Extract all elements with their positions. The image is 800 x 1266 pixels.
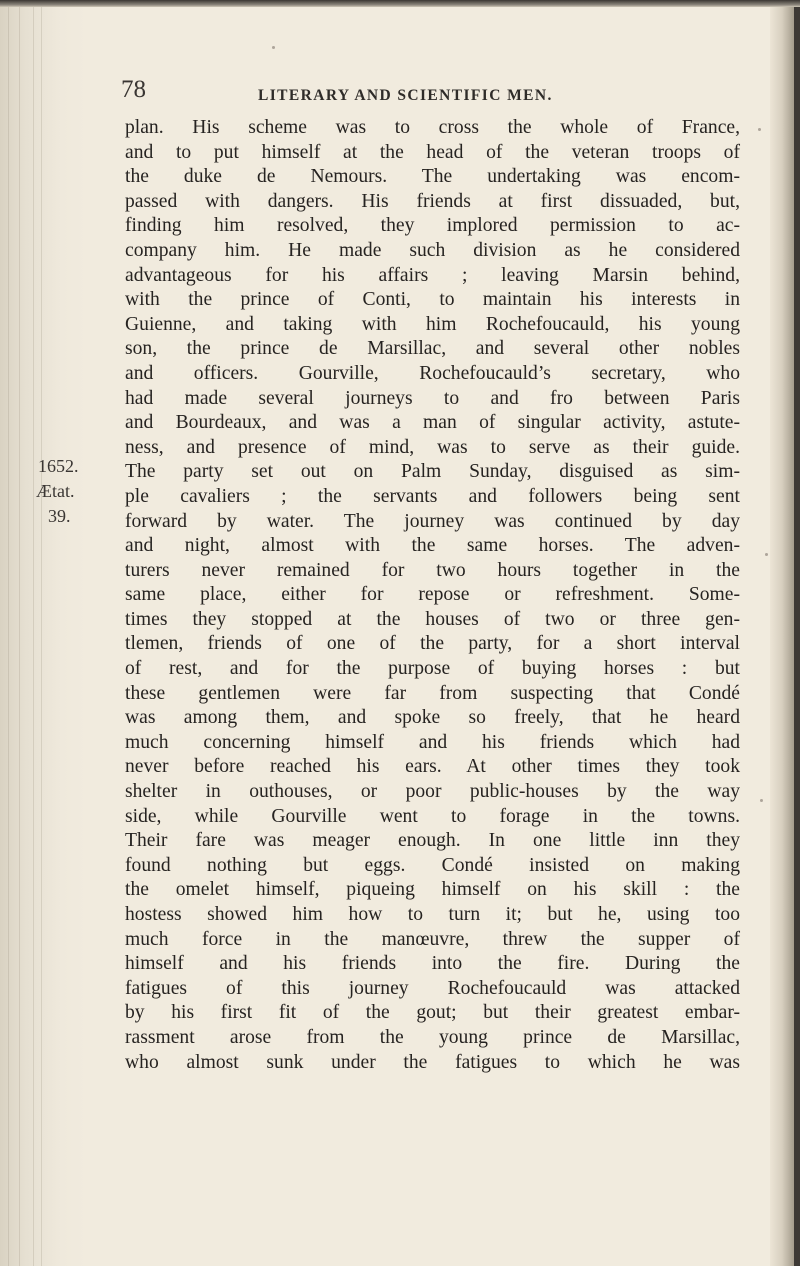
paper-speck <box>758 128 761 131</box>
text-line: and Bourdeaux, and was a man of singular activity, astute- <box>125 412 740 434</box>
gutter-line <box>41 0 42 1266</box>
text-line: by his first fit of the gout; but their greatest embar- <box>125 1002 740 1024</box>
text-line: fatigues of this journey Rochefoucauld was attacked <box>125 977 740 999</box>
text-line: forward by water. The journey was continued by day <box>125 510 740 532</box>
margin-note-aetat: Ætat. <box>36 481 75 501</box>
text-line: company him. He made such division as he considered <box>125 239 740 261</box>
text-line: who almost sunk under the fatigues to which he was <box>125 1051 740 1073</box>
gutter-line <box>19 0 20 1266</box>
text-line: and to put himself at the head of the veteran troops of <box>125 141 740 163</box>
text-line: passed with dangers. His friends at first dissuaded, but, <box>125 190 740 212</box>
text-line: never before reached his ears. At other times they took <box>125 756 740 778</box>
page-top-edge <box>0 0 800 7</box>
text-line: of rest, and for the purpose of buying horses : but <box>125 658 740 680</box>
margin-note-age: 39. <box>48 506 71 526</box>
text-line: The party set out on Palm Sunday, disguised as sim- <box>125 461 740 483</box>
text-line: advantageous for his affairs ; leaving Marsin behind, <box>125 264 740 286</box>
text-line: these gentlemen were far from suspecting that Condé <box>125 682 740 704</box>
running-head: LITERARY AND SCIENTIFIC MEN. <box>258 87 553 104</box>
text-line: Guienne, and taking with him Rochefoucauld, his young <box>125 313 740 335</box>
text-line: found nothing but eggs. Condé insisted on making <box>125 854 740 876</box>
text-line: hostess showed him how to turn it; but he, using too <box>125 904 740 925</box>
text-line: same place, either for repose or refreshment. Some- <box>125 584 740 606</box>
text-line: son, the prince de Marsillac, and several other nobles <box>125 338 740 360</box>
text-line: with the prince of Conti, to maintain his interests in <box>125 289 740 311</box>
text-line: and officers. Gourville, Rochefoucauld’s secretary, who <box>125 362 740 384</box>
gutter-line <box>8 0 9 1266</box>
text-line: rassment arose from the young prince de Marsillac, <box>125 1026 740 1048</box>
binding-gutter <box>0 0 88 1266</box>
text-line: was among them, and spoke so freely, that he heard <box>125 707 740 729</box>
text-line: times they stopped at the houses of two or three gen- <box>125 608 740 630</box>
text-line: tlemen, friends of one of the party, for a short interval <box>125 633 740 655</box>
text-line: ple cavaliers ; the servants and followers being sent <box>125 485 740 507</box>
text-line: side, while Gourville went to forage in the towns. <box>125 805 740 827</box>
text-line: had made several journeys to and fro between Paris <box>125 387 740 409</box>
text-line: shelter in outhouses, or poor public-houses by the way <box>125 781 740 803</box>
text-line: the duke de Nemours. The undertaking was encom- <box>125 166 740 188</box>
text-line: much concerning himself and his friends which had <box>125 731 740 753</box>
margin-note-year: 1652. <box>38 456 79 476</box>
text-line: the omelet himself, piqueing himself on his skill : the <box>125 879 740 901</box>
text-line: much force in the manœuvre, threw the supper of <box>125 928 740 950</box>
page-number: 78 <box>121 76 146 103</box>
text-line: plan. His scheme was to cross the whole of France, <box>125 117 740 138</box>
gutter-line <box>33 0 34 1266</box>
text-line: and night, almost with the same horses. The adven- <box>125 535 740 557</box>
paper-speck <box>272 46 275 49</box>
text-line: ness, and presence of mind, was to serve as their guide. <box>125 436 740 458</box>
body-text <box>125 116 740 1075</box>
text-line: himself and his friends into the fire. During the <box>125 953 740 975</box>
paper-speck <box>760 799 763 802</box>
paper-speck <box>765 553 768 556</box>
page-right-shadow <box>794 0 800 1266</box>
text-line: finding him resolved, they implored permission to ac- <box>125 215 740 237</box>
text-line: turers never remained for two hours together in the <box>125 559 740 581</box>
text-line: Their fare was meager enough. In one little inn they <box>125 830 740 852</box>
